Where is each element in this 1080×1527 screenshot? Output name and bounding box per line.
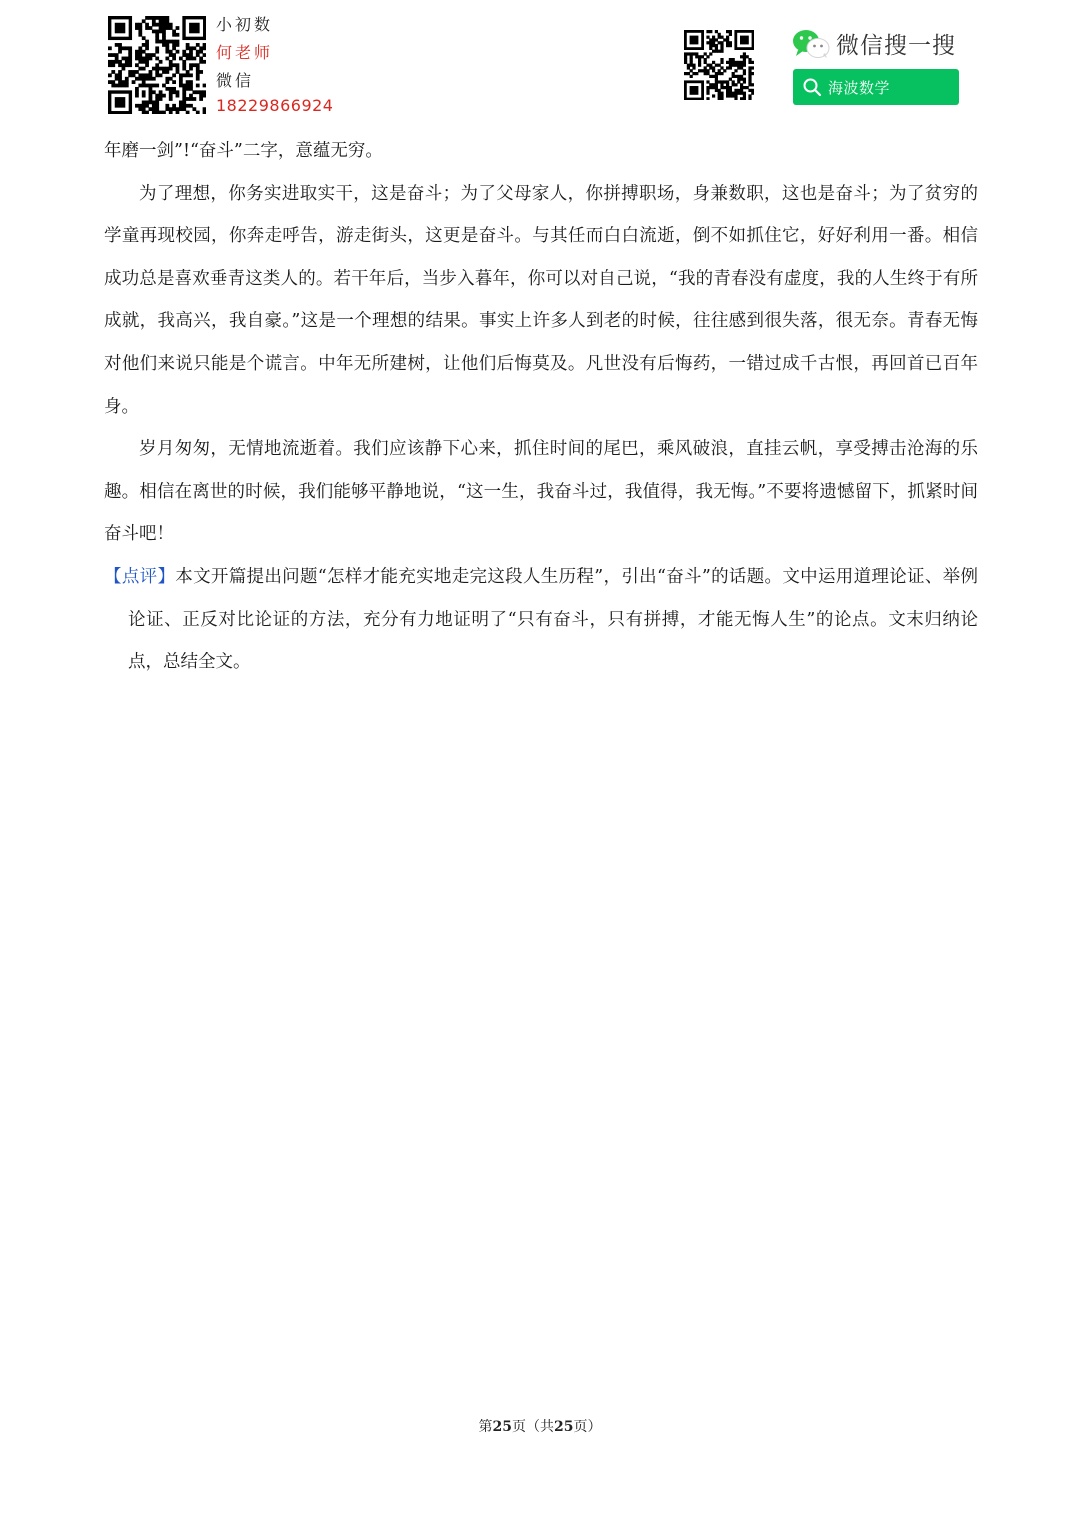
- comment-text: 本文开篇提出问题“怎样才能充实地走完这段人生历程”，引出“奋斗”的话题。文中运用道理论证、举例论证、正反对比论证的方法，充分有力地证明了“只有奋斗，只有拼搏，才能无悔人生”的论点。文末归纳论点，总结全文。: [128, 566, 978, 673]
- footer-prefix: 第: [478, 1419, 493, 1435]
- footer-suffix: 页）: [573, 1419, 602, 1435]
- article-body: [104, 130, 978, 684]
- comment-paragraph: [104, 556, 978, 684]
- qr-code-right: [684, 30, 754, 100]
- page-number: 25: [492, 1419, 512, 1435]
- contact-line-teacher: 何老师: [216, 43, 274, 62]
- contact-line-subject: 小初数: [216, 15, 274, 34]
- paragraph-1: 为了理想，你务实进取实干，这是奋斗；为了父母家人，你拼搏职场，身兼数职，这也是奋斗；为了贫穷的学童再现校园，你奔走呼告，游走街头，这更是奋斗。与其任而白白流逝，倒不如抓住它，好好利用一番。相信成功总是喜欢垂青这类人的。若干年后，当步入暮年，你可以对自己说，“我的青春没有虚度，我的人生终于有所成就，我高兴，我自豪。”这是一个理想的结果。事实上许多人到老的时候，往往感到很失落，很无奈。青春无悔对他们来说只能是个谎言。中年无所建树，让他们后悔莫及。凡世没有后悔药，一错过成千古恨，再回首已百年身。: [104, 183, 978, 417]
- paragraph-0: 年磨一剑”!“奋斗”二字，意蕴无穷。: [104, 141, 383, 161]
- qr-code-left: [108, 16, 206, 114]
- paragraph-2: 岁月匆匆，无情地流逝着。我们应该静下心来，抓住时间的尾巴，乘风破浪，直挂云帆，享受搏击沧海的乐趣。相信在离世的时候，我们能够平静地说，“这一生，我奋斗过，我值得，我无悔。”不要将遗憾留下，抓紧时间奋斗吧！: [104, 439, 978, 545]
- wechat-logo-icon: [792, 29, 830, 59]
- page-footer: [0, 1416, 1080, 1436]
- search-icon: [802, 77, 822, 97]
- contact-line-wechat: 微信: [216, 71, 255, 90]
- search-box[interactable]: [793, 69, 959, 105]
- comment-tag: 【点评】: [104, 566, 176, 587]
- wechat-search-label: 微信搜一搜: [836, 33, 956, 59]
- page-total: 25: [554, 1419, 574, 1435]
- footer-mid: 页（共: [512, 1419, 554, 1435]
- search-box-label: 海波数学: [828, 78, 891, 97]
- contact-line-phone: 18229866924: [216, 96, 334, 115]
